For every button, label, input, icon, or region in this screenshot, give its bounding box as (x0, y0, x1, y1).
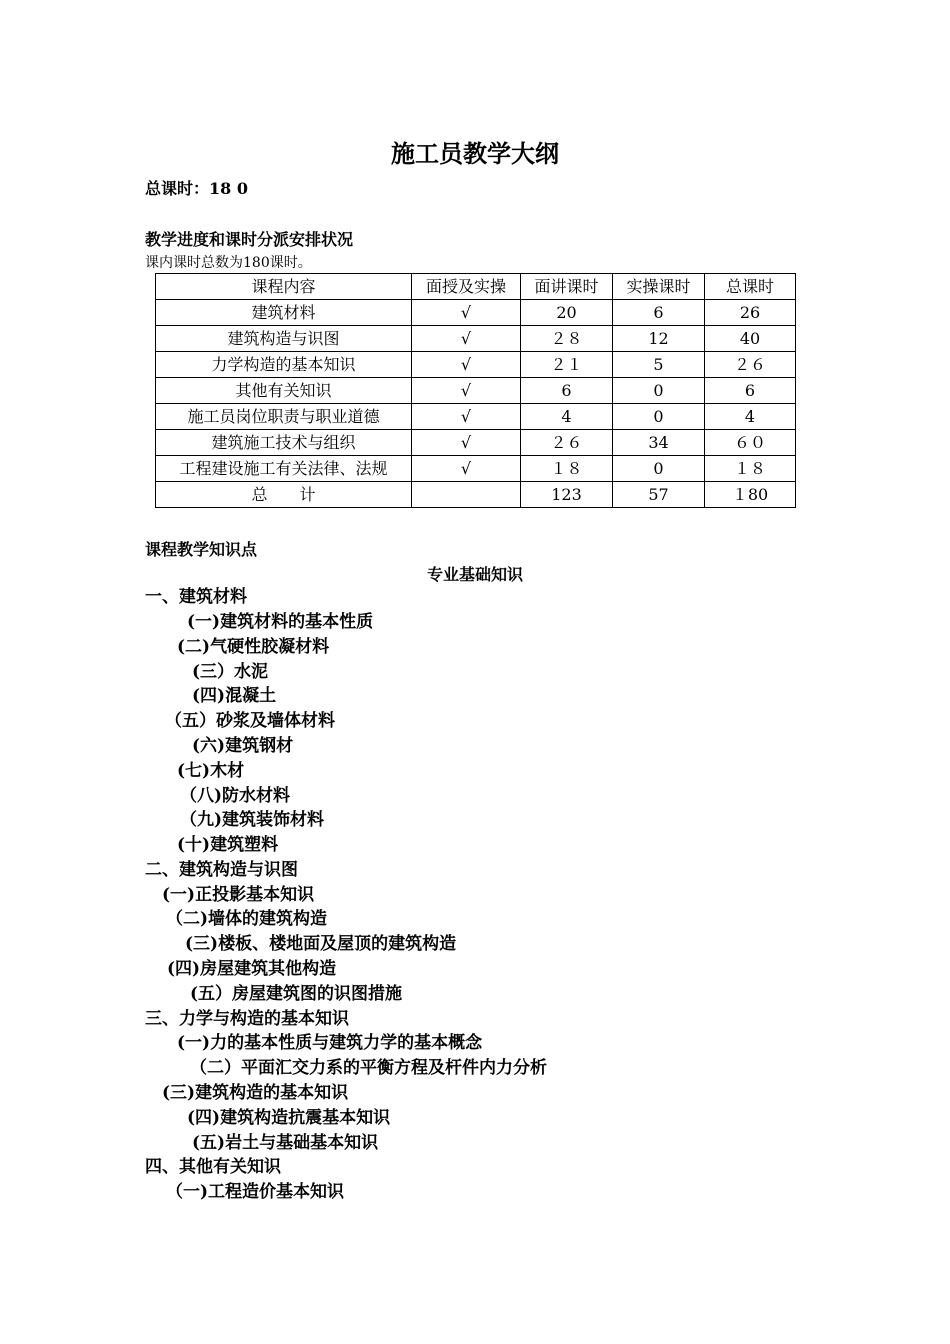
cell-mode: √ (412, 404, 521, 430)
table-row (156, 404, 796, 430)
outline-item: 三、力学与构造的基本知识 (145, 1009, 349, 1029)
cell-total: 4 (705, 404, 796, 430)
cell-total: 26 (705, 300, 796, 326)
cell-mode: √ (412, 456, 521, 482)
outline-item: (四)混凝土 (192, 686, 277, 706)
cell-lecture: 20 (521, 300, 613, 326)
outline-item: (七)木材 (177, 761, 245, 781)
outline-item: (一)力的基本性质与建筑力学的基本概念 (177, 1033, 483, 1053)
header-course: 课程内容 (156, 274, 412, 300)
cell-lecture: ２８ (521, 326, 613, 352)
cell-course: 总 计 (156, 482, 412, 508)
cell-mode: √ (412, 300, 521, 326)
outline-item: (二)气硬性胶凝材料 (177, 637, 330, 657)
cell-total: 6 (705, 378, 796, 404)
outline-item: (四)建筑构造抗震基本知识 (187, 1108, 391, 1128)
cell-lecture: ２１ (521, 352, 613, 378)
cell-course: 力学构造的基本知识 (156, 352, 412, 378)
cell-total: ６０ (705, 430, 796, 456)
cell-mode: √ (412, 352, 521, 378)
cell-lecture: ２６ (521, 430, 613, 456)
table-row (156, 456, 796, 482)
outline-item: （九)建筑装饰材料 (180, 810, 325, 830)
header-mode: 面授及实操 (412, 274, 521, 300)
outline-item: (五）房屋建筑图的识图措施 (190, 984, 403, 1004)
schedule-heading: 教学进度和课时分派安排状况 (145, 230, 354, 249)
cell-course: 其他有关知识 (156, 378, 412, 404)
cell-course: 建筑构造与识图 (156, 326, 412, 352)
knowledge-heading: 课程教学知识点 (145, 540, 258, 559)
outline-item: （五）砂浆及墙体材料 (165, 711, 335, 731)
header-total-hours: 总课时 (705, 274, 796, 300)
cell-course: 工程建设施工有关法律、法规 (156, 456, 412, 482)
cell-course: 建筑施工技术与组织 (156, 430, 412, 456)
outline-item: (五)岩土与基础基本知识 (192, 1133, 379, 1153)
cell-practice: 0 (613, 378, 705, 404)
table-row (156, 300, 796, 326)
outline-item: (三)楼板、楼地面及屋顶的建筑构造 (185, 934, 457, 954)
cell-mode: √ (412, 326, 521, 352)
outline-item: (三)建筑构造的基本知识 (162, 1083, 349, 1103)
outline-item: (十)建筑塑料 (177, 835, 279, 855)
outline-item: (一)正投影基本知识 (162, 885, 315, 905)
cell-practice: 0 (613, 456, 705, 482)
outline-item: (六)建筑钢材 (192, 736, 294, 756)
table-header-row (156, 274, 796, 300)
outline-item: 二、建筑构造与识图 (145, 860, 298, 880)
outline-item: （二)墙体的建筑构造 (166, 909, 328, 929)
knowledge-subheading: 专业基础知识 (426, 565, 523, 584)
cell-lecture: １８ (521, 456, 613, 482)
cell-lecture: 4 (521, 404, 613, 430)
cell-practice: 0 (613, 404, 705, 430)
header-practice-hours: 实操课时 (613, 274, 705, 300)
outline-item: （二）平面汇交力系的平衡方程及杆件内力分析 (190, 1058, 547, 1078)
outline-item: 四、其他有关知识 (145, 1157, 281, 1177)
header-lecture-hours: 面讲课时 (521, 274, 613, 300)
total-hours: 总课时：18 0 (145, 179, 248, 198)
cell-practice: 5 (613, 352, 705, 378)
outline-item: （一)工程造价基本知识 (166, 1182, 345, 1202)
table-row (156, 378, 796, 404)
cell-course: 建筑材料 (156, 300, 412, 326)
cell-lecture: 123 (521, 482, 613, 508)
cell-mode: √ (412, 430, 521, 456)
table-row (156, 430, 796, 456)
cell-practice: 12 (613, 326, 705, 352)
cell-practice: 6 (613, 300, 705, 326)
cell-total: １80 (705, 482, 796, 508)
table-total-row (156, 482, 796, 508)
outline-item: (三）水泥 (192, 662, 269, 682)
schedule-table (155, 273, 796, 508)
outline-item: (一)建筑材料的基本性质 (187, 612, 374, 632)
cell-total: 40 (705, 326, 796, 352)
page-title: 施工员教学大纲 (391, 139, 559, 168)
outline-item: (四)房屋建筑其他构造 (167, 959, 337, 979)
cell-total: ２６ (705, 352, 796, 378)
table-row (156, 352, 796, 378)
cell-mode: √ (412, 378, 521, 404)
cell-practice: 57 (613, 482, 705, 508)
schedule-note: 课内课时总数为180课时。 (145, 255, 312, 271)
table-row (156, 326, 796, 352)
cell-total: １８ (705, 456, 796, 482)
outline-item: 一、建筑材料 (145, 587, 247, 607)
cell-practice: 34 (613, 430, 705, 456)
outline-item: （八)防水材料 (180, 786, 291, 806)
cell-mode (412, 482, 521, 508)
cell-lecture: 6 (521, 378, 613, 404)
cell-course: 施工员岗位职责与职业道德 (156, 404, 412, 430)
